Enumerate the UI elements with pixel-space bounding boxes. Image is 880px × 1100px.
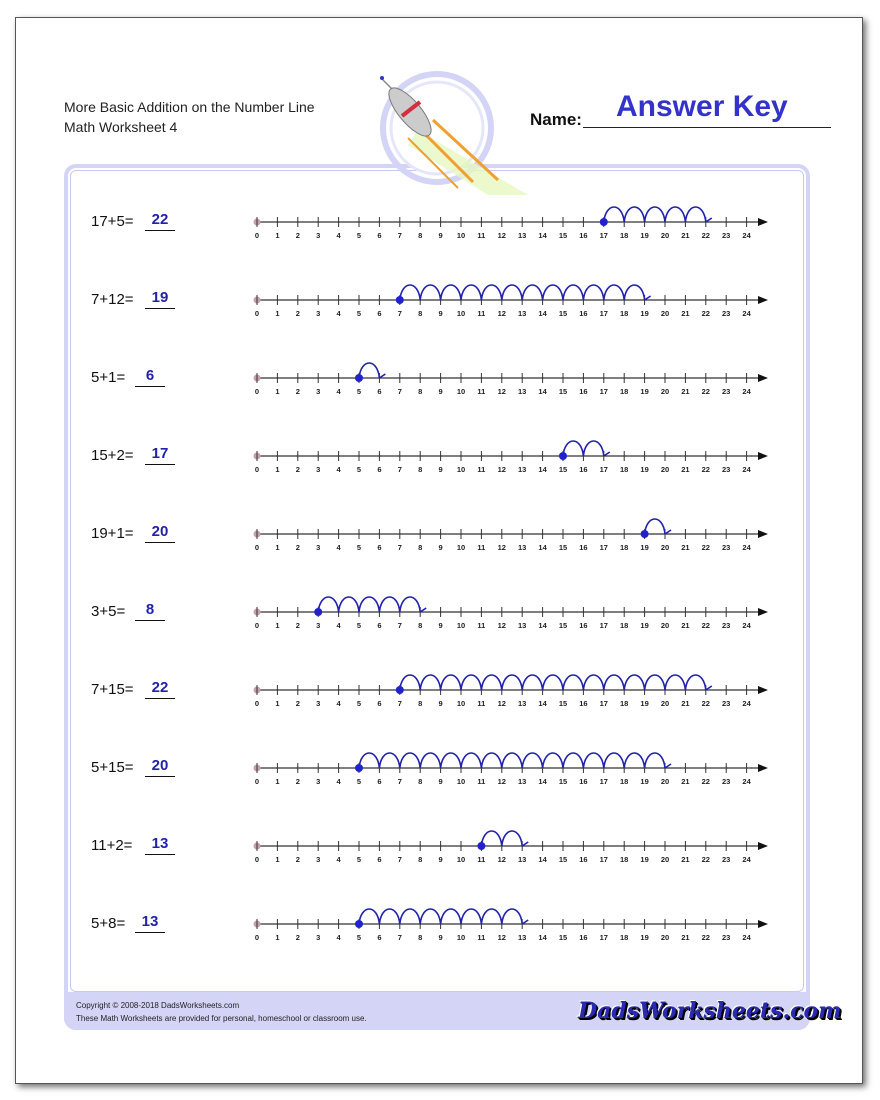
tick-label: 8 [418, 387, 423, 396]
answer-field[interactable]: 17 [145, 445, 175, 465]
tick-label: 2 [295, 621, 300, 630]
tick-label: 16 [579, 933, 588, 942]
name-label: Name: [530, 110, 582, 129]
tick-label: 10 [456, 777, 466, 786]
tick-label: 24 [742, 543, 751, 552]
answer-field[interactable]: 6 [135, 367, 165, 387]
tick-label: 3 [316, 465, 321, 474]
tick-label: 0 [254, 387, 260, 396]
tick-label: 10 [456, 855, 466, 864]
tick-label: 16 [579, 543, 588, 552]
tick-label: 3 [316, 621, 321, 630]
tick-label: 12 [497, 699, 506, 708]
tick-label: 4 [336, 231, 341, 240]
tick-label: 7 [397, 309, 402, 318]
tick-label: 10 [456, 465, 466, 474]
tick-label: 18 [620, 387, 629, 396]
tick-label: 14 [538, 231, 547, 240]
tick-label: 8 [418, 231, 423, 240]
tick-label: 7 [397, 543, 402, 552]
tick-label: 20 [660, 387, 670, 396]
tick-label: 7 [397, 231, 402, 240]
tick-label: 5 [356, 699, 362, 708]
tick-label: 22 [701, 933, 710, 942]
tick-label: 9 [438, 465, 443, 474]
tick-label: 3 [316, 387, 321, 396]
tick-label: 10 [456, 933, 466, 942]
tick-label: 10 [456, 699, 466, 708]
answer-field[interactable]: 22 [145, 679, 175, 699]
tick-label: 9 [438, 777, 443, 786]
tick-label: 18 [620, 777, 629, 786]
tick-label: 4 [336, 621, 341, 630]
tick-label: 0 [254, 543, 260, 552]
tick-label: 15 [558, 543, 568, 552]
tick-label: 12 [497, 621, 506, 630]
tick-label: 10 [456, 543, 466, 552]
tick-label: 16 [579, 621, 588, 630]
tick-label: 18 [620, 309, 629, 318]
answer-field[interactable]: 8 [135, 601, 165, 621]
tick-label: 8 [418, 465, 423, 474]
tick-label: 20 [660, 231, 670, 240]
tick-label: 17 [599, 777, 608, 786]
tick-label: 19 [640, 699, 649, 708]
tick-label: 5 [356, 543, 362, 552]
tick-label: 6 [377, 543, 382, 552]
tick-label: 23 [722, 933, 731, 942]
tick-label: 12 [497, 465, 506, 474]
tick-label: 15 [558, 777, 568, 786]
tick-label: 21 [681, 699, 690, 708]
title-text: More Basic Addition on the Number Line [64, 99, 315, 115]
dadsworksheets-logo[interactable]: DadsWorksheets.com [578, 998, 842, 1024]
tick-label: 9 [438, 855, 443, 864]
tick-label: 14 [538, 465, 547, 474]
tick-label: 9 [438, 543, 443, 552]
tick-label: 13 [518, 699, 527, 708]
tick-label: 12 [497, 777, 506, 786]
footer-text [76, 999, 367, 1025]
tick-label: 19 [640, 309, 649, 318]
tick-label: 23 [722, 621, 731, 630]
tick-label: 5 [356, 387, 362, 396]
tick-label: 19 [640, 465, 649, 474]
tick-label: 17 [599, 231, 608, 240]
tick-label: 4 [336, 855, 341, 864]
tick-label: 5 [356, 465, 362, 474]
tick-label: 21 [681, 777, 690, 786]
tick-label: 19 [640, 855, 649, 864]
tick-label: 15 [558, 465, 568, 474]
tick-label: 1 [275, 543, 280, 552]
tick-label: 12 [497, 543, 506, 552]
tick-label: 17 [599, 309, 608, 318]
tick-label: 7 [397, 387, 402, 396]
tick-label: 17 [599, 699, 608, 708]
tick-label: 2 [295, 777, 300, 786]
tick-label: 11 [477, 933, 486, 942]
tick-label: 24 [742, 231, 751, 240]
tick-label: 2 [295, 543, 300, 552]
tick-label: 13 [518, 387, 527, 396]
tick-label: 6 [377, 231, 382, 240]
tick-label: 23 [722, 543, 731, 552]
tick-label: 19 [640, 387, 649, 396]
tick-label: 22 [701, 699, 710, 708]
tick-label: 8 [418, 543, 423, 552]
tick-label: 16 [579, 699, 588, 708]
tick-label: 2 [295, 309, 300, 318]
tick-label: 1 [275, 855, 280, 864]
tick-label: 13 [518, 309, 527, 318]
tick-label: 1 [275, 933, 280, 942]
tick-label: 20 [660, 699, 670, 708]
answer-field[interactable]: 13 [135, 913, 165, 933]
tick-label: 24 [742, 309, 751, 318]
tick-label: 18 [620, 543, 629, 552]
tick-label: 14 [538, 777, 547, 786]
tick-label: 2 [295, 231, 300, 240]
tick-label: 4 [336, 309, 341, 318]
tick-label: 17 [599, 855, 608, 864]
tick-label: 9 [438, 309, 443, 318]
tick-label: 2 [295, 465, 300, 474]
tick-label: 19 [640, 933, 649, 942]
tick-label: 18 [620, 933, 629, 942]
tick-label: 1 [275, 309, 280, 318]
tick-label: 23 [722, 387, 731, 396]
tick-label: 20 [660, 933, 670, 942]
tick-label: 6 [377, 699, 382, 708]
tick-label: 20 [660, 855, 670, 864]
tick-label: 12 [497, 231, 506, 240]
tick-label: 24 [742, 387, 751, 396]
tick-label: 11 [477, 543, 486, 552]
problem-expression: 7+12= [91, 291, 134, 308]
tick-label: 18 [620, 621, 629, 630]
answer-field[interactable]: 19 [145, 289, 175, 309]
tick-label: 17 [599, 387, 608, 396]
tick-label: 9 [438, 231, 443, 240]
tick-label: 20 [660, 621, 670, 630]
tick-label: 7 [397, 933, 402, 942]
answer-key: Answer Key [616, 90, 788, 123]
tick-label: 21 [681, 543, 690, 552]
tick-label: 14 [538, 543, 547, 552]
tick-label: 7 [397, 465, 402, 474]
tick-label: 12 [497, 855, 506, 864]
tick-label: 3 [316, 699, 321, 708]
tick-label: 17 [599, 621, 608, 630]
tick-label: 8 [418, 309, 423, 318]
tick-label: 17 [599, 543, 608, 552]
tick-label: 24 [742, 777, 751, 786]
tick-label: 10 [456, 309, 466, 318]
tick-label: 9 [438, 933, 443, 942]
tick-label: 17 [599, 933, 608, 942]
tick-label: 18 [620, 465, 629, 474]
tick-label: 19 [640, 231, 649, 240]
tick-label: 12 [497, 933, 506, 942]
tick-label: 7 [397, 855, 402, 864]
tick-label: 21 [681, 387, 690, 396]
tick-label: 8 [418, 699, 423, 708]
tick-label: 15 [558, 699, 568, 708]
tick-label: 1 [275, 231, 280, 240]
tick-label: 5 [356, 777, 362, 786]
tick-label: 18 [620, 231, 629, 240]
subtitle-text: Math Worksheet 4 [64, 119, 178, 135]
tick-label: 8 [418, 933, 423, 942]
tick-label: 20 [660, 309, 670, 318]
tick-label: 6 [377, 309, 382, 318]
tick-label: 18 [620, 699, 629, 708]
tick-label: 4 [336, 465, 341, 474]
tick-label: 11 [477, 855, 486, 864]
rocket-icon [378, 70, 538, 200]
problem-expression: 7+15= [91, 681, 134, 698]
tick-label: 5 [356, 855, 362, 864]
tick-label: 11 [477, 309, 486, 318]
tick-label: 1 [275, 465, 280, 474]
tick-label: 10 [456, 387, 466, 396]
tick-label: 6 [377, 621, 382, 630]
tick-label: 16 [579, 855, 588, 864]
tick-label: 19 [640, 543, 649, 552]
tick-label: 20 [660, 543, 670, 552]
tick-label: 5 [356, 309, 362, 318]
tick-label: 2 [295, 699, 300, 708]
tick-label: 13 [518, 933, 527, 942]
tick-label: 24 [742, 621, 751, 630]
tick-label: 6 [377, 855, 382, 864]
tick-label: 4 [336, 777, 341, 786]
tick-label: 10 [456, 621, 466, 630]
tick-label: 3 [316, 231, 321, 240]
tick-label: 11 [477, 231, 486, 240]
tick-label: 21 [681, 855, 690, 864]
tick-label: 14 [538, 699, 547, 708]
problem-expression: 19+1= [91, 525, 134, 542]
tick-label: 16 [579, 465, 588, 474]
tick-label: 2 [295, 855, 300, 864]
tick-label: 14 [538, 855, 547, 864]
tick-label: 3 [316, 309, 321, 318]
tick-label: 16 [579, 777, 588, 786]
tick-label: 14 [538, 933, 547, 942]
tick-label: 23 [722, 309, 731, 318]
tick-label: 13 [518, 231, 527, 240]
tick-label: 23 [722, 231, 731, 240]
tick-label: 4 [336, 387, 341, 396]
tick-label: 6 [377, 777, 382, 786]
tick-label: 10 [456, 231, 466, 240]
tick-label: 19 [640, 777, 649, 786]
tick-label: 4 [336, 933, 341, 942]
problem-frame-inner [70, 170, 804, 992]
tick-label: 23 [722, 699, 731, 708]
tick-label: 13 [518, 777, 527, 786]
tick-label: 20 [660, 777, 670, 786]
tick-label: 9 [438, 699, 443, 708]
tick-label: 22 [701, 387, 710, 396]
usage-note: These Math Worksheets are provided for personal, homeschool or classroom use. [76, 1014, 367, 1023]
tick-label: 1 [275, 699, 280, 708]
tick-label: 15 [558, 387, 568, 396]
tick-label: 21 [681, 933, 690, 942]
tick-label: 22 [701, 855, 710, 864]
tick-label: 18 [620, 855, 629, 864]
tick-label: 2 [295, 933, 300, 942]
tick-label: 11 [477, 777, 486, 786]
tick-label: 0 [254, 777, 260, 786]
tick-label: 5 [356, 933, 362, 942]
tick-label: 7 [397, 699, 402, 708]
tick-label: 22 [701, 621, 710, 630]
tick-label: 5 [356, 231, 362, 240]
tick-label: 15 [558, 933, 568, 942]
name-field[interactable] [583, 127, 831, 128]
tick-label: 19 [640, 621, 649, 630]
tick-label: 4 [336, 543, 341, 552]
tick-label: 13 [518, 855, 527, 864]
problem-expression: 5+15= [91, 759, 134, 776]
tick-label: 21 [681, 621, 690, 630]
tick-label: 21 [681, 309, 690, 318]
tick-label: 13 [518, 543, 527, 552]
tick-label: 21 [681, 465, 690, 474]
tick-label: 20 [660, 465, 670, 474]
tick-label: 6 [377, 933, 382, 942]
tick-label: 7 [397, 621, 402, 630]
tick-label: 1 [275, 387, 280, 396]
tick-label: 17 [599, 465, 608, 474]
tick-label: 2 [295, 387, 300, 396]
problem-expression: 3+5= [91, 603, 126, 620]
tick-label: 15 [558, 231, 568, 240]
tick-label: 11 [477, 465, 486, 474]
tick-label: 5 [356, 621, 362, 630]
tick-label: 7 [397, 777, 402, 786]
tick-label: 3 [316, 777, 321, 786]
tick-label: 15 [558, 621, 568, 630]
tick-label: 24 [742, 699, 751, 708]
problem-expression: 11+2= [91, 837, 133, 854]
tick-label: 14 [538, 309, 547, 318]
tick-label: 24 [742, 855, 751, 864]
tick-label: 11 [477, 621, 486, 630]
answer-field[interactable]: 20 [145, 757, 175, 777]
tick-label: 0 [254, 933, 260, 942]
tick-label: 13 [518, 465, 527, 474]
tick-label: 12 [497, 309, 506, 318]
tick-label: 8 [418, 777, 423, 786]
tick-label: 16 [579, 231, 588, 240]
tick-label: 15 [558, 855, 568, 864]
tick-label: 9 [438, 387, 443, 396]
answer-field[interactable]: 22 [145, 211, 175, 231]
tick-label: 0 [254, 309, 260, 318]
tick-label: 23 [722, 465, 731, 474]
tick-label: 6 [377, 465, 382, 474]
problem-expression: 5+8= [91, 915, 126, 932]
answer-field[interactable]: 13 [145, 835, 175, 855]
tick-label: 8 [418, 855, 423, 864]
problem-expression: 17+5= [91, 213, 134, 230]
tick-label: 16 [579, 387, 588, 396]
tick-label: 23 [722, 777, 731, 786]
problem-expression: 15+2= [91, 447, 134, 464]
tick-label: 22 [701, 465, 710, 474]
tick-label: 0 [254, 699, 260, 708]
tick-label: 22 [701, 309, 710, 318]
tick-label: 6 [377, 387, 382, 396]
tick-label: 15 [558, 309, 568, 318]
tick-label: 24 [742, 933, 751, 942]
tick-label: 0 [254, 855, 260, 864]
tick-label: 3 [316, 855, 321, 864]
tick-label: 1 [275, 621, 280, 630]
tick-label: 0 [254, 465, 260, 474]
worksheet-title [64, 97, 315, 137]
tick-label: 16 [579, 309, 588, 318]
tick-label: 22 [701, 777, 710, 786]
tick-label: 12 [497, 387, 506, 396]
tick-label: 14 [538, 387, 547, 396]
problem-expression: 5+1= [91, 369, 126, 386]
tick-label: 1 [275, 777, 280, 786]
tick-label: 0 [254, 621, 260, 630]
tick-label: 0 [254, 231, 260, 240]
tick-label: 11 [477, 387, 486, 396]
tick-label: 8 [418, 621, 423, 630]
tick-label: 3 [316, 543, 321, 552]
tick-label: 23 [722, 855, 731, 864]
tick-label: 11 [477, 699, 486, 708]
tick-label: 13 [518, 621, 527, 630]
tick-label: 24 [742, 465, 751, 474]
tick-label: 21 [681, 231, 690, 240]
tick-label: 9 [438, 621, 443, 630]
tick-label: 14 [538, 621, 547, 630]
tick-label: 22 [701, 231, 710, 240]
answer-field[interactable]: 20 [145, 523, 175, 543]
tick-label: 3 [316, 933, 321, 942]
copyright: Copyright © 2008-2018 DadsWorksheets.com [76, 1001, 240, 1010]
tick-label: 4 [336, 699, 341, 708]
tick-label: 22 [701, 543, 710, 552]
